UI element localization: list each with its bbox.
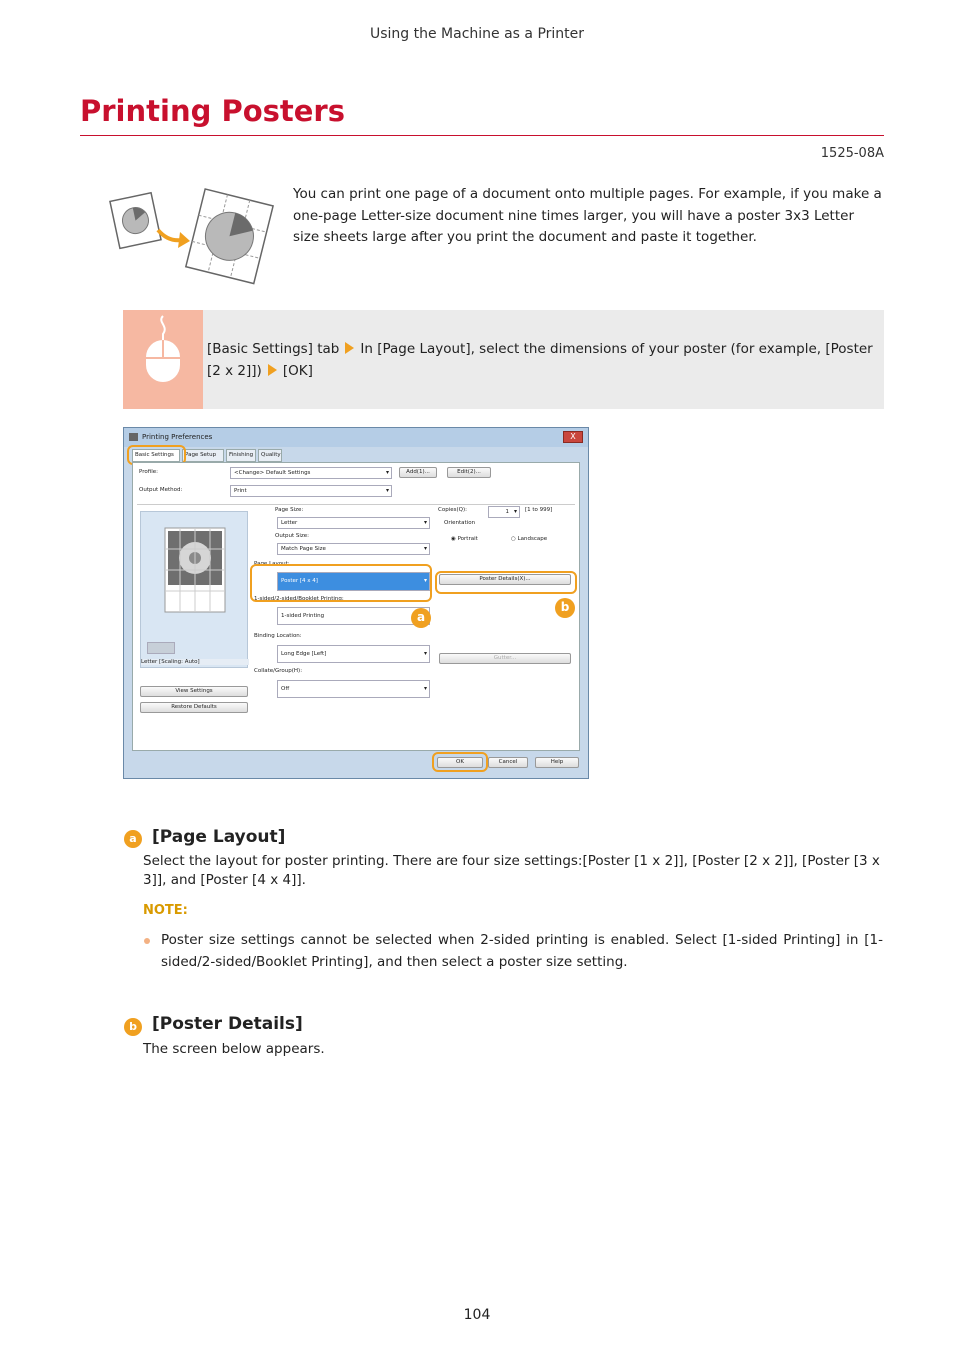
collate-value: Off xyxy=(281,686,290,692)
profile-select[interactable] xyxy=(230,467,392,479)
help-button[interactable]: Help xyxy=(535,757,579,768)
arrow-right-icon xyxy=(268,364,277,376)
title-rule xyxy=(80,135,884,136)
procedure-text xyxy=(207,338,883,382)
section-b-title: [Poster Details] xyxy=(152,1014,303,1034)
mouse-icon xyxy=(123,310,203,409)
layout-preview xyxy=(140,511,248,668)
dialog-titlebar xyxy=(124,428,588,447)
tab-finishing[interactable]: Finishing xyxy=(226,449,256,462)
restore-defaults-button[interactable]: Restore Defaults xyxy=(140,702,248,713)
portrait-option[interactable]: ◉ Portrait xyxy=(451,536,478,542)
duplex-toggle-icon xyxy=(147,642,175,654)
copies-input[interactable] xyxy=(488,506,520,518)
highlight-poster-details xyxy=(435,571,577,594)
output-size-value: Match Page Size xyxy=(281,546,326,552)
landscape-option[interactable]: ○ Landscape xyxy=(511,536,548,542)
binding-location-value: Long Edge [Left] xyxy=(281,651,327,657)
procedure-step-3: [OK] xyxy=(282,363,313,379)
tab-quality[interactable]: Quality xyxy=(258,449,282,462)
section-a-title: [Page Layout] xyxy=(152,827,286,847)
procedure-box xyxy=(123,310,884,409)
copies-value: 1 xyxy=(505,509,509,515)
printer-icon xyxy=(129,433,138,441)
profile-value: <Change> Default Settings xyxy=(234,470,311,476)
callout-badge-a: a xyxy=(411,608,431,628)
close-button[interactable]: X xyxy=(563,431,583,443)
procedure-step-2: In [Page Layout], select the dimensions of your poster (for example, [Poster [2 x 2]]) xyxy=(207,341,873,379)
ok-button[interactable]: OK xyxy=(437,757,483,768)
basic-settings-panel xyxy=(132,462,580,751)
binding-location-select[interactable] xyxy=(277,645,430,663)
page-size-value: Letter xyxy=(281,520,298,526)
highlight-ok xyxy=(432,752,488,772)
procedure-step-1: [Basic Settings] tab xyxy=(207,341,340,357)
binding-location-label: Binding Location: xyxy=(254,633,302,639)
poster-details-button[interactable]: Poster Details(X)... xyxy=(439,574,571,585)
section-b-text: The screen below appears. xyxy=(143,1041,325,1057)
arrow-right-icon xyxy=(345,342,354,354)
tab-basic-settings[interactable]: Basic Settings xyxy=(132,449,180,462)
portrait-label: Portrait xyxy=(457,536,478,542)
document-id: 1525-08A xyxy=(820,146,884,161)
output-method-select[interactable] xyxy=(230,485,392,497)
callout-badge-b: b xyxy=(555,598,575,618)
copies-range: [1 to 999] xyxy=(525,507,553,513)
page-size-label: Page Size: xyxy=(275,507,304,513)
dialog-title: Printing Preferences xyxy=(142,433,213,441)
view-settings-button[interactable]: View Settings xyxy=(140,686,248,697)
sided-printing-value: 1-sided Printing xyxy=(281,613,325,619)
poster-illustration xyxy=(108,188,276,286)
orientation-label: Orientation xyxy=(444,520,476,526)
page-layout-label: Page Layout: xyxy=(254,561,290,567)
collate-select[interactable] xyxy=(277,680,430,698)
intro-paragraph: You can print one page of a document onto multiple pages. For example, if you make a one-page Letter-size document nine times larger, you will have a poster 3x3 Letter size sheets large after you print the document and paste it together. xyxy=(293,186,882,245)
gutter-button[interactable]: Gutter... xyxy=(439,653,571,664)
landscape-label: Landscape xyxy=(517,536,548,542)
section-a-text: Select the layout for poster printing. There are four size settings:[Poster [1 x 2]], [Poster [2 x 2]], [Poster [3 x 3]], and [Poster [4 x 4]]. xyxy=(143,853,880,888)
page-number: 104 xyxy=(463,1307,491,1323)
bullet-icon xyxy=(144,938,150,944)
highlight-page-layout xyxy=(250,564,432,602)
section-b-icon: b xyxy=(124,1018,142,1036)
output-size-label: Output Size: xyxy=(275,533,309,539)
page-layout-value: Poster [4 x 4] xyxy=(281,578,318,584)
cancel-button[interactable]: Cancel xyxy=(488,757,528,768)
section-a-icon: a xyxy=(124,830,142,848)
page-title: Printing Posters xyxy=(80,94,345,128)
sided-printing-select[interactable] xyxy=(277,607,430,625)
running-header: Using the Machine as a Printer xyxy=(369,26,585,42)
note-label: NOTE: xyxy=(143,903,188,918)
add-button[interactable]: Add(1)... xyxy=(399,467,437,478)
note-bullet: Poster size settings cannot be selected when 2-sided printing is enabled. Select [1-sided Printing] in [1-sided/2-sided/Booklet Printing], and then select a poster size setting. xyxy=(161,932,883,970)
tab-page-setup[interactable]: Page Setup xyxy=(182,449,224,462)
output-method-value: Print xyxy=(234,488,247,494)
sided-printing-label: 1-sided/2-sided/Booklet Printing: xyxy=(254,596,344,602)
divider xyxy=(137,504,575,505)
profile-label: Profile: xyxy=(139,469,158,475)
copies-label: Copies(Q): xyxy=(438,507,467,513)
preview-caption: Letter [Scaling: Auto] xyxy=(141,659,249,665)
output-method-label: Output Method: xyxy=(139,487,183,493)
page-size-select[interactable] xyxy=(277,517,430,529)
collate-label: Collate/Group(H): xyxy=(254,668,303,674)
printing-preferences-dialog xyxy=(123,427,589,779)
output-size-select[interactable] xyxy=(277,543,430,555)
edit-button[interactable]: Edit(2)... xyxy=(447,467,491,478)
